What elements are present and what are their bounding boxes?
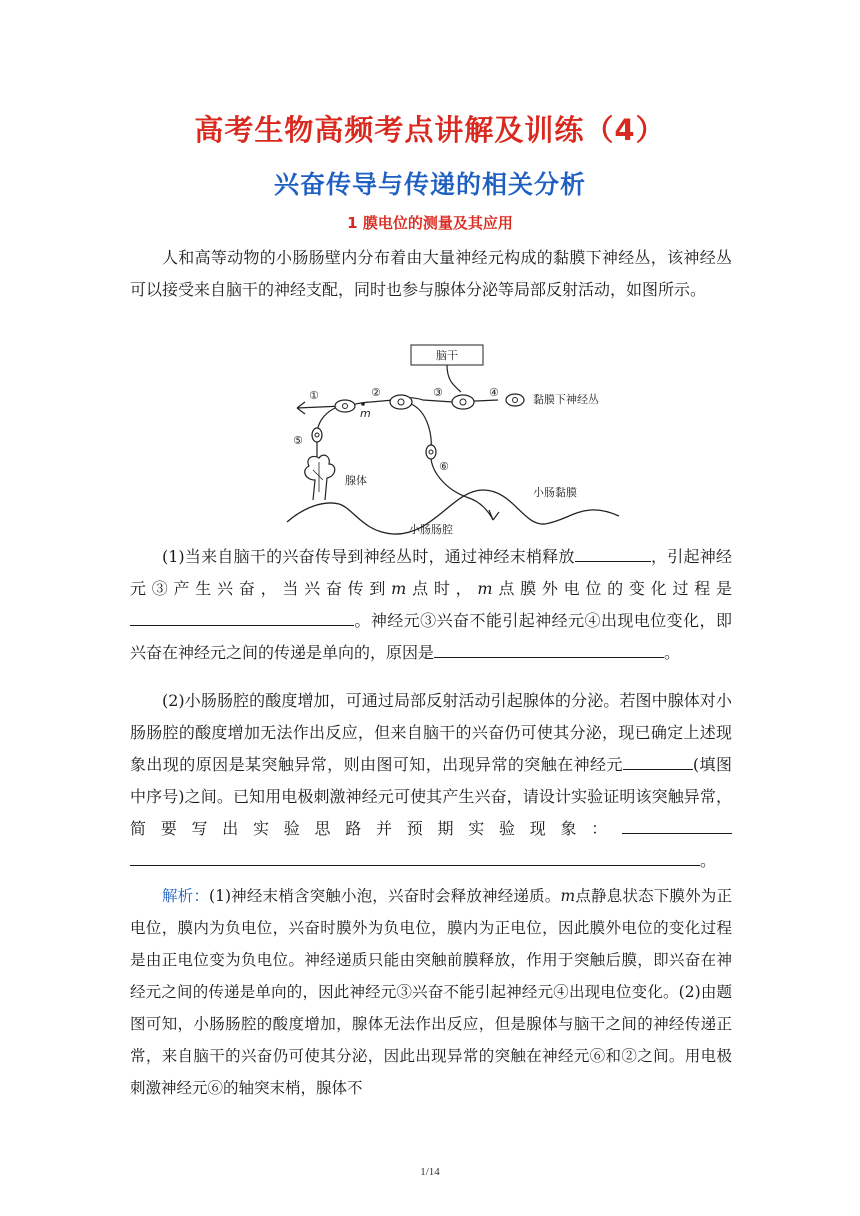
gland-shape xyxy=(305,455,335,500)
brainstem-label: 脑干 xyxy=(436,349,458,362)
q1-m2: m xyxy=(477,579,493,598)
label-n1: ① xyxy=(309,389,319,402)
neuron-1-body xyxy=(335,400,355,412)
q1-text-a: (1)当来自脑干的兴奋传导到神经丛时，通过神经末梢释放 xyxy=(162,547,575,566)
mucosa-label: 小肠黏膜 xyxy=(533,486,577,499)
q1-text-d: 点膜外电位的变化过程是 xyxy=(492,579,732,598)
label-n2: ② xyxy=(371,386,381,399)
q1-m: m xyxy=(391,579,407,598)
plexus-label: 黏膜下神经丛 xyxy=(533,393,599,406)
q1-blank-1[interactable] xyxy=(575,543,651,562)
q2-text-a: (2)小肠肠腔的酸度增加，可通过局部反射活动引起腺体的分泌。若图中腺体对小肠肠腔的酸度增加无法作出反应，但来自脑干的兴奋仍可使其分泌，现已确定上述现象出现的原因是某突触异常，则由图可知，出现异常的突触在神经元 xyxy=(130,691,732,774)
neuron-2-body xyxy=(390,395,412,409)
q2-blank-1[interactable] xyxy=(623,751,693,770)
label-n3: ③ xyxy=(433,386,443,399)
label-n6: ⑥ xyxy=(439,460,449,473)
q1-text-f: 。 xyxy=(664,643,681,662)
q2-blank-3[interactable] xyxy=(130,847,700,866)
diagram-svg xyxy=(283,340,623,540)
q1-text-e: 。神经元③兴奋不能引起神经元④出现电位变化，即兴奋在神经元之间的传递是单向的，原因是 xyxy=(130,611,732,662)
neuron-3-body xyxy=(452,395,474,409)
page-number: 1/14 xyxy=(420,1166,440,1178)
q1-blank-2[interactable] xyxy=(130,607,354,626)
intro-paragraph: 人和高等动物的小肠肠壁内分布着由大量神经元构成的黏膜下神经丛，该神经丛可以接受来自脑干的神经支配，同时也参与腺体分泌等局部反射活动，如图所示。 xyxy=(130,248,732,299)
neuron-4-body xyxy=(506,394,524,406)
answer-text-a: (1)神经末梢含突触小泡，兴奋时会释放神经递质。 xyxy=(209,887,561,905)
q2-text-c: 。 xyxy=(700,851,717,870)
answer-m: m xyxy=(560,887,576,905)
q1-text-c: 点时， xyxy=(406,579,478,598)
section-heading: 1 膜电位的测量及其应用 xyxy=(347,214,513,232)
page-subtitle: 兴奋传导与传递的相关分析 xyxy=(273,170,586,199)
page-title: 高考生物高频考点讲解及训练（4） xyxy=(194,113,666,147)
lumen-label: 小肠肠腔 xyxy=(409,523,453,536)
q1-text-b: ，引起神经元③产生兴奋，当兴奋传到 xyxy=(130,547,732,598)
neuron-6-body xyxy=(426,445,436,459)
q1-blank-3[interactable] xyxy=(434,639,664,658)
answer-text-b: 点静息状态下膜外为正电位，膜内为负电位，兴奋时膜外为负电位，膜内为正电位，因此膜外电位的变化过程是由正电位变为负电位。神经递质只能由突触前膜释放，作用于突触后膜，即兴奋在神经元之间的传递是单向的，因此神经元③兴奋不能引起神经元④出现电位变化。(2)由题图可知，小肠肠腔的酸度增加，腺体无法作出反应，但是腺体与脑干之间的神经传递正常，来自脑干的兴奋仍可使其分泌，因此出现异常的突触在神经元⑥和②之间。用电极刺激神经元⑥的轴突末梢，腺体不 xyxy=(130,887,732,1097)
question-2 xyxy=(130,685,732,877)
neural-plexus-diagram xyxy=(283,340,623,540)
q2-text-b: (填图中序号)之间。已知用电极刺激神经元可使其产生兴奋，请设计实验证明该突触异常，简要写出实验思路并预期实验现象： xyxy=(130,755,732,838)
answer-analysis xyxy=(130,880,732,1104)
answer-label: 解析： xyxy=(162,887,210,905)
label-n5: ⑤ xyxy=(293,434,303,447)
question-1 xyxy=(130,541,732,669)
point-m-label: m xyxy=(360,407,371,420)
gland-label: 腺体 xyxy=(345,474,367,487)
neuron-5-body xyxy=(312,428,322,442)
q2-blank-2[interactable] xyxy=(622,815,732,834)
label-n4: ④ xyxy=(489,386,499,399)
